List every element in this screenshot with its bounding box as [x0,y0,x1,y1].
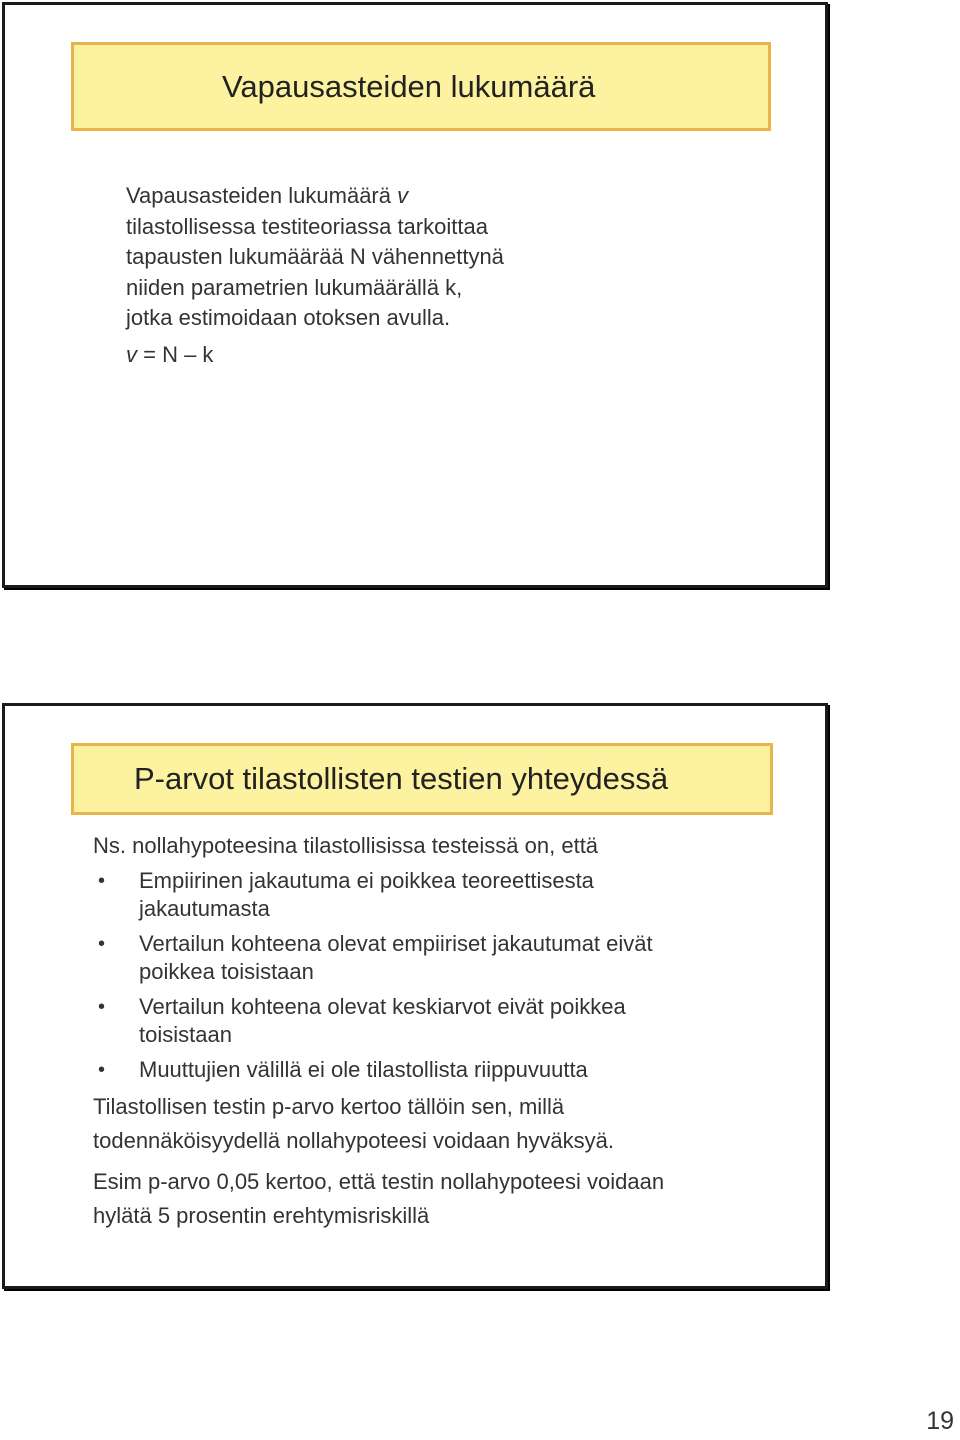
hypothesis-list [93,867,813,1085]
bullet-icon: • [98,995,106,1018]
definition-line-1-text: Vapausasteiden lukumäärä [126,183,398,208]
list-item-line: Vertailun kohteena olevat empiiriset jakautumat eivät [139,930,653,956]
bullet-icon: • [98,932,106,955]
definition-line-3: tapausten lukumäärää N vähennettynä [126,244,504,269]
slide-2 [2,703,828,1289]
definition-line-2: tilastollisessa testiteoriassa tarkoittaa [126,213,488,239]
slide-2-title: P-arvot tilastollisten testien yhteydessä [134,761,669,796]
slide-2-title-box [71,743,773,815]
slide-1-title-box [71,42,771,131]
list-item-line: Empiirinen jakautuma ei poikkea teoreettisesta [139,867,594,893]
formula [126,340,746,371]
formula-rest: = N – k [137,341,214,367]
definition-line-5: jotka estimoidaan otoksen avulla. [126,305,451,330]
list-item [93,993,813,1050]
bullet-icon: • [98,1058,106,1081]
example-line-2: hylätä 5 prosentin erehtymisriskillä [93,1203,430,1228]
nu-symbol: v [397,183,409,208]
list-item-line: toisistaan [139,1022,232,1047]
list-item-line: Muuttujien välillä ei ole tilastollista riippuvuutta [139,1056,588,1082]
intro-text: Ns. nollahypoteesina tilastollisissa testeissä on, että [93,833,599,858]
definition-line-4: niiden parametrien lukumäärällä k, [126,274,463,300]
list-item [93,867,813,924]
definition-line-1 [126,181,746,212]
page-number: 19 [926,1407,954,1435]
p-value-paragraph [93,1090,813,1158]
slide-1 [2,2,828,588]
list-item-line: poikkea toisistaan [139,959,314,984]
bullet-icon: • [98,869,106,892]
list-item-line: Vertailun kohteena olevat keskiarvot eivät poikkea [139,993,626,1019]
formula-nu-symbol: v [126,341,137,367]
list-item [93,1056,813,1085]
slide-1-body [126,181,746,370]
list-item [93,930,813,987]
example-line-1: Esim p-arvo 0,05 kertoo, että testin nollahypoteesi voidaan [93,1169,665,1194]
slide-2-body [93,832,813,1233]
p-value-line-1: Tilastollisen testin p-arvo kertoo tällöin sen, millä [93,1094,565,1119]
list-item-line: jakautumasta [139,896,270,921]
example-paragraph [93,1165,813,1233]
p-value-line-2: todennäköisyydellä nollahypoteesi voidaan hyväksyä. [93,1128,615,1153]
slide-1-title: Vapausasteiden lukumäärä [222,68,596,104]
